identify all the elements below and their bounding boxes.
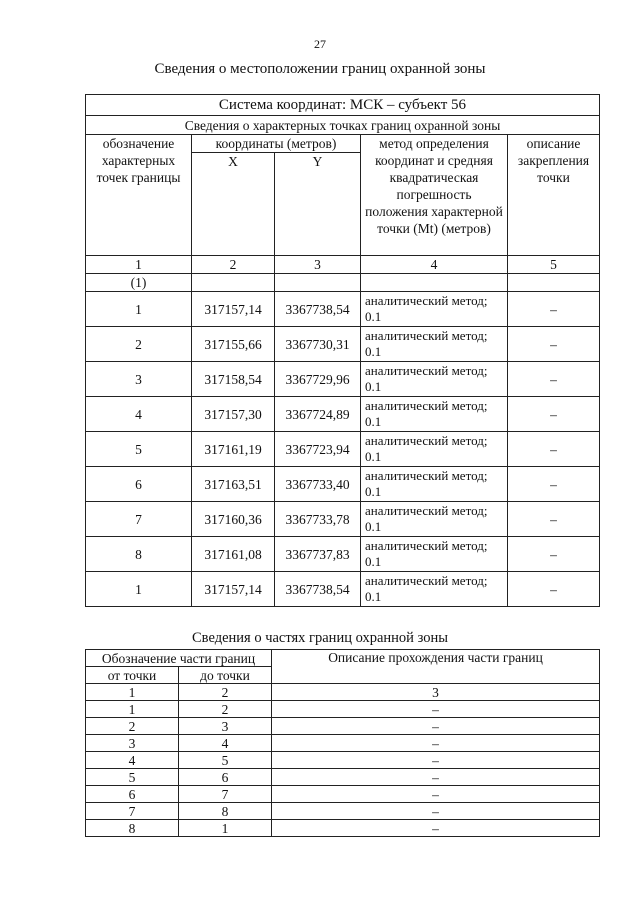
col-method-header: метод определения координат и средняя квадратическая погрешность положения характерной точки (Mt) (метров) (361, 135, 508, 256)
desc-cell: – (508, 327, 600, 362)
to-cell: 4 (179, 735, 272, 752)
part-desc-cell: – (272, 752, 600, 769)
x-cell: 317157,14 (192, 292, 275, 327)
col-description-header: описание закрепления точки (508, 135, 600, 256)
desc-cell: – (508, 432, 600, 467)
y-cell: 3367737,83 (275, 537, 361, 572)
col-part-designation-header: Обозначение части границ (86, 650, 272, 667)
y-cell: 3367738,54 (275, 572, 361, 607)
to-cell: 5 (179, 752, 272, 769)
coord-system-header: Система координат: МСК – субъект 56 (86, 95, 600, 116)
from-cell: 6 (86, 786, 179, 803)
from-cell: 1 (86, 701, 179, 718)
table-row (86, 537, 600, 572)
y-cell: 3367723,94 (275, 432, 361, 467)
desc-cell: – (508, 397, 600, 432)
point-cell: 7 (86, 502, 192, 537)
document-title: Сведения о местоположении границ охранной зоны (154, 61, 486, 77)
boundary-points-table (85, 94, 600, 607)
from-cell: 8 (86, 820, 179, 837)
desc-cell: – (508, 502, 600, 537)
col-number: 2 (179, 684, 272, 701)
x-cell: 317161,19 (192, 432, 275, 467)
point-cell: 3 (86, 362, 192, 397)
points-info-header: Сведения о характерных точках границ охранной зоны (86, 116, 600, 135)
part-desc-cell: – (272, 786, 600, 803)
x-cell: 317160,36 (192, 502, 275, 537)
col-number: 5 (508, 256, 600, 274)
point-cell: 8 (86, 537, 192, 572)
x-cell: 317163,51 (192, 467, 275, 502)
col-number: 1 (86, 684, 179, 701)
table-row (86, 327, 600, 362)
from-cell: 7 (86, 803, 179, 820)
x-cell: 317157,30 (192, 397, 275, 432)
col-number: 3 (275, 256, 361, 274)
table-row (86, 718, 600, 735)
table-row (86, 803, 600, 820)
y-cell: 3367730,31 (275, 327, 361, 362)
point-cell: 5 (86, 432, 192, 467)
table-row (86, 292, 600, 327)
column-number-row (86, 256, 600, 274)
table-row (86, 362, 600, 397)
part-desc-cell: – (272, 803, 600, 820)
col-to-header: до точки (179, 667, 272, 684)
method-cell: аналитический метод; 0.1 (361, 362, 508, 397)
table-row (86, 769, 600, 786)
y-cell: 3367733,78 (275, 502, 361, 537)
table-row (86, 502, 600, 537)
method-cell: аналитический метод; 0.1 (361, 537, 508, 572)
from-cell: 3 (86, 735, 179, 752)
table-row (86, 397, 600, 432)
method-cell: аналитический метод; 0.1 (361, 397, 508, 432)
table-row (86, 467, 600, 502)
point-cell: 2 (86, 327, 192, 362)
to-cell: 8 (179, 803, 272, 820)
col-number: 4 (361, 256, 508, 274)
col-coords-header: координаты (метров) (192, 135, 361, 153)
to-cell: 1 (179, 820, 272, 837)
col-y-header: Y (275, 153, 361, 256)
method-cell: аналитический метод; 0.1 (361, 432, 508, 467)
y-cell: 3367724,89 (275, 397, 361, 432)
part-desc-cell: – (272, 735, 600, 752)
table-row (86, 701, 600, 718)
x-cell: 317161,08 (192, 537, 275, 572)
table-row (86, 752, 600, 769)
desc-cell: – (508, 292, 600, 327)
page-number: 27 (314, 37, 326, 51)
table-row (86, 572, 600, 607)
from-cell: 4 (86, 752, 179, 769)
table-row (86, 786, 600, 803)
col-from-header: от точки (86, 667, 179, 684)
col-number: 1 (86, 256, 192, 274)
desc-cell: – (508, 467, 600, 502)
table-row (86, 432, 600, 467)
x-cell: 317158,54 (192, 362, 275, 397)
part-desc-cell: – (272, 769, 600, 786)
boundary-parts-table (85, 649, 600, 837)
part-desc-cell: – (272, 718, 600, 735)
method-cell: аналитический метод; 0.1 (361, 327, 508, 362)
col-part-description-header: Описание прохождения части границ (272, 650, 600, 684)
y-cell: 3367733,40 (275, 467, 361, 502)
x-cell: 317157,14 (192, 572, 275, 607)
to-cell: 6 (179, 769, 272, 786)
x-cell: 317155,66 (192, 327, 275, 362)
y-cell: 3367738,54 (275, 292, 361, 327)
col-number: 2 (192, 256, 275, 274)
method-cell: аналитический метод; 0.1 (361, 572, 508, 607)
desc-cell: – (508, 537, 600, 572)
contour-row (86, 274, 600, 292)
from-cell: 5 (86, 769, 179, 786)
column-number-row (86, 684, 600, 701)
to-cell: 3 (179, 718, 272, 735)
desc-cell: – (508, 572, 600, 607)
table-row (86, 735, 600, 752)
parts-title: Сведения о частях границ охранной зоны (192, 630, 448, 646)
to-cell: 7 (179, 786, 272, 803)
y-cell: 3367729,96 (275, 362, 361, 397)
col-x-header: X (192, 153, 275, 256)
to-cell: 2 (179, 701, 272, 718)
point-cell: 1 (86, 572, 192, 607)
col-designation-header: обозначение характерных точек границы (86, 135, 192, 256)
point-cell: 4 (86, 397, 192, 432)
point-cell: 6 (86, 467, 192, 502)
col-number: 3 (272, 684, 600, 701)
contour-label: (1) (86, 274, 192, 292)
method-cell: аналитический метод; 0.1 (361, 502, 508, 537)
part-desc-cell: – (272, 701, 600, 718)
desc-cell: – (508, 362, 600, 397)
method-cell: аналитический метод; 0.1 (361, 292, 508, 327)
table-row (86, 820, 600, 837)
point-cell: 1 (86, 292, 192, 327)
from-cell: 2 (86, 718, 179, 735)
method-cell: аналитический метод; 0.1 (361, 467, 508, 502)
part-desc-cell: – (272, 820, 600, 837)
